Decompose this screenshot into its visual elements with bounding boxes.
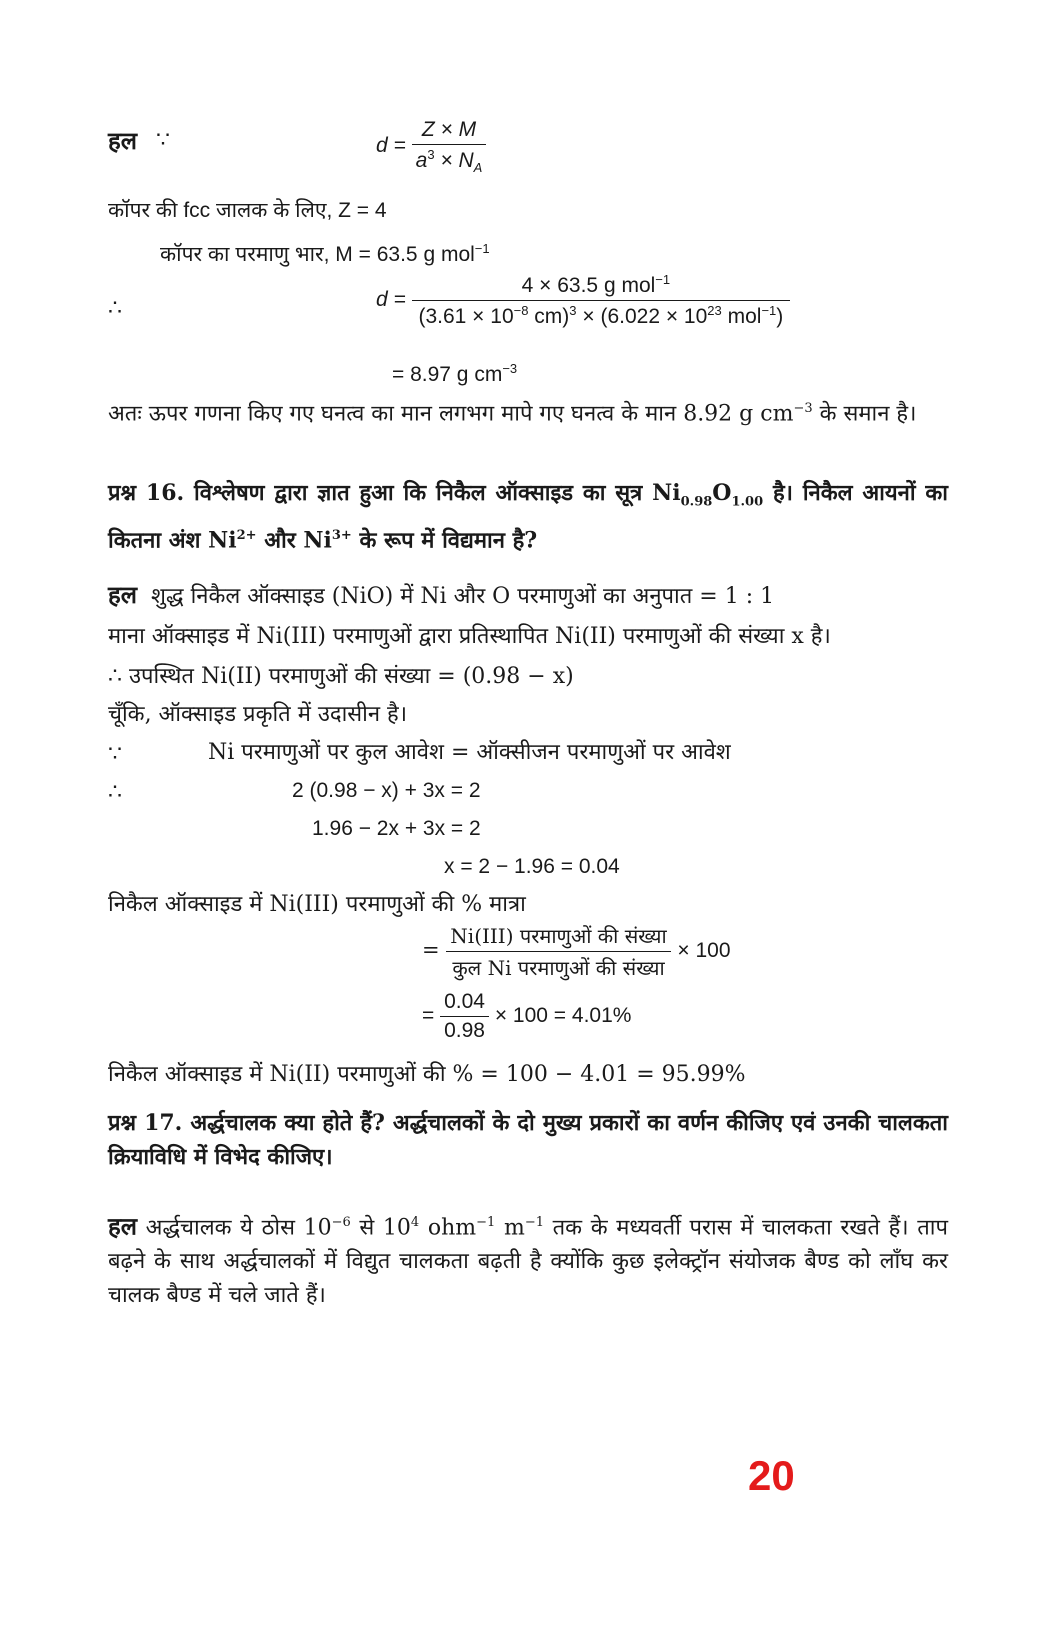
density-formula bbox=[376, 118, 486, 175]
percentage-fraction-1: = $\frac{\text{Ni(III) परमाणुओं की संख्या}}{\text{कुल Ni परमाणुओं की संख्या}}$ × 100 bbox=[422, 924, 731, 980]
percentage-fraction-2: = $\frac{0.04}{0.98}$ × 100 = 4.01% bbox=[422, 990, 632, 1042]
equation-step-2: 1.96 − 2x + 3x = 2 bbox=[312, 817, 481, 840]
question-17: प्रश्न 17. अर्द्धचालक क्या होते हैं? अर्द्धचालकों के दो मुख्य प्रकारों का वर्णन कीजिए एवं उनकी चालकता क्रियाविधि में विभेद कीजिए। bbox=[108, 1110, 948, 1170]
fraction-denominator: $a^3 \times N_A$ bbox=[415, 147, 483, 176]
therefore-symbol-2: ∴ bbox=[108, 780, 122, 805]
equation-step-1: 2 (0.98 − x) + 3x = 2 bbox=[292, 779, 481, 802]
fraction-2-numerator: 0.04 bbox=[440, 990, 489, 1017]
fcc-line: कॉपर की fcc जालक के लिए, Z = 4 bbox=[108, 199, 387, 222]
solution-16-line-4: चूँकि, ऑक्साइड प्रकृति में उदासीन है। bbox=[108, 702, 408, 727]
ni2-percentage-line: निकैल ऑक्साइड में Ni(II) परमाणुओं की % = 100 − 4.01 = 95.99% bbox=[108, 1062, 746, 1087]
solution-label: हल bbox=[108, 126, 138, 155]
question-16-label: प्रश्न 16. bbox=[108, 480, 185, 506]
conclusion-paragraph: अतः ऊपर गणना किए गए घनत्व का मान लगभग मापे गए घनत्व के मान 8.92 g $cm^{-3}$ के समान है। bbox=[108, 401, 917, 427]
density-fraction bbox=[412, 118, 487, 175]
fraction-numerator: Z × M bbox=[412, 118, 487, 145]
solution-16-line-1: हल शुद्ध निकैल ऑक्साइड (NiO) में Ni और O परमाणुओं का अनुपात = 1 : 1 bbox=[108, 580, 775, 609]
question-16: प्रश्न 16. विश्लेषण द्वारा ज्ञात हुआ कि निकैल ऑक्साइड का सूत्र $Ni_{0.98}O_{1.00}$ है। निकैल आयनों का कितना अंश $Ni^{2+}$ और $Ni^{3+}$ के रूप में विद्यमान है? bbox=[108, 480, 949, 554]
equation-step-3: x = 2 − 1.96 = 0.04 bbox=[444, 855, 620, 878]
solution-17-paragraph: हल अर्द्धचालक ये ठोस $10^{-6}$ से $10^4$ ohm$^{-1}$ $m^{-1}$ तक के मध्यवर्ती परास में चालकता रखते हैं। ताप बढ़ने के साथ अर्द्धचालकों में विद्युत चालकता बढ़ती है क्योंकि कुछ इलेक्ट्रॉन संयोजक बैण्ड को लाँघ कर चालक बैण्ड में चले जाते हैं। bbox=[108, 1211, 948, 1309]
percentage-heading: निकैल ऑक्साइड में Ni(III) परमाणुओं की % मात्रा bbox=[108, 892, 526, 917]
question-17-label: प्रश्न 17. bbox=[108, 1110, 183, 1136]
density-calc-fraction bbox=[412, 272, 791, 329]
fraction-2-denominator: 0.98 bbox=[444, 1019, 485, 1042]
because-symbol-2: ∵ bbox=[108, 742, 122, 767]
solution-16-line-2: माना ऑक्साइड में Ni(III) परमाणुओं द्वारा प्रतिस्थापित Ni(II) परमाणुओं की संख्या x है। bbox=[108, 624, 831, 649]
density-result: = 8.97 g $cm^{-3}$ bbox=[392, 361, 518, 386]
ni3-count-numerator: Ni(III) परमाणुओं की संख्या bbox=[446, 922, 670, 952]
calc-numerator: 4 × 63.5 g mol$^{-1}$ bbox=[412, 272, 791, 301]
solution-16-label: हल bbox=[108, 580, 138, 609]
because-symbol: ∵ bbox=[156, 128, 170, 153]
therefore-symbol: ∴ bbox=[108, 296, 122, 321]
total-ni-denominator: कुल Ni परमाणुओं की संख्या bbox=[452, 956, 665, 980]
calc-denominator: ($3.61 \times 10^{-8}$ $cm)^3 \times (6.022 \times 10^{23}$ mol$^{-1}$) bbox=[418, 303, 784, 328]
atomic-mass-line: कॉपर का परमाणु भार, M = 63.5 g mol$^{-1}$ bbox=[160, 241, 490, 266]
page-number: 20 bbox=[748, 1452, 795, 1499]
density-lhs: d = bbox=[376, 134, 406, 158]
solution-16-line-3: ∴ उपस्थित Ni(II) परमाणुओं की संख्या = (0.98 − x) bbox=[108, 664, 574, 689]
density-calculation bbox=[376, 272, 790, 329]
charge-balance-statement: Ni परमाणुओं पर कुल आवेश = ऑक्सीजन परमाणुओं पर आवेश bbox=[208, 740, 731, 765]
density-lhs-2: d = bbox=[376, 288, 406, 312]
solution-17-label: हल bbox=[108, 1211, 138, 1241]
